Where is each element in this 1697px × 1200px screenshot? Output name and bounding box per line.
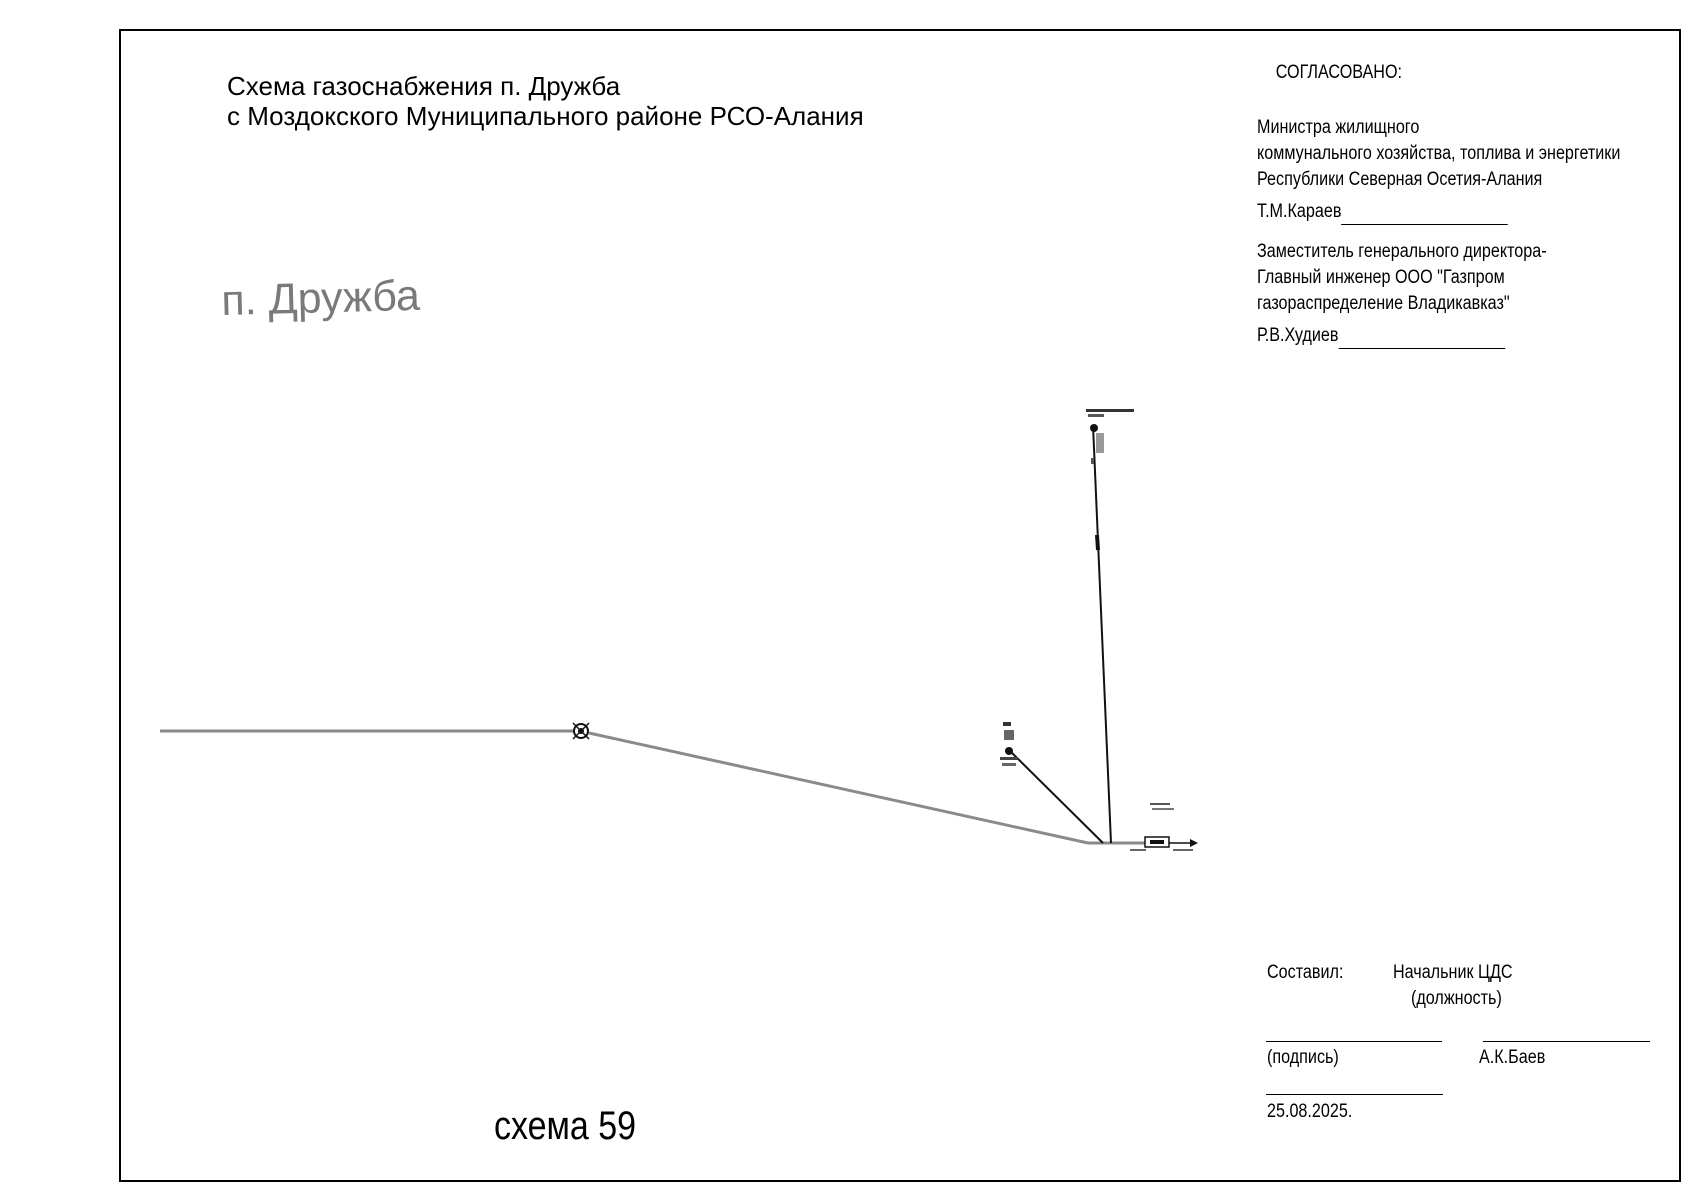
equipment-label-mark: [1130, 849, 1146, 851]
pipeline-segment-diagonal: [589, 733, 1088, 843]
flow-arrow-icon: [1190, 839, 1198, 847]
approval-block1-signatory: Т.М.Караев: [1257, 201, 1342, 222]
consumer-node-icon: [1000, 722, 1018, 766]
composed-position-hint: (должность): [1411, 988, 1502, 1009]
valve-node-icon: [573, 723, 589, 739]
village-label: п. Дружба: [220, 271, 421, 326]
scheme-title-line1: Схема газоснабжения п. Дружба: [227, 71, 621, 101]
composed-label: Составил:: [1267, 962, 1344, 983]
composed-position: Начальник ЦДС: [1393, 962, 1513, 983]
composed-signature-hint: (подпись): [1267, 1047, 1339, 1068]
approval-block2-signatory: Р.В.Худиев: [1257, 325, 1339, 346]
approval-block2-line2: Главный инженер ООО "Газпром: [1257, 267, 1505, 288]
composed-date: 25.08.2025.: [1267, 1101, 1353, 1122]
pipeline-branch-vertical: [1093, 425, 1111, 843]
equipment-label-mark: [1150, 803, 1170, 805]
approval-block1-line1: Министра жилищного: [1257, 117, 1420, 138]
approval-block1-line3: Республики Северная Осетия-Алания: [1257, 169, 1543, 190]
approval-heading: СОГЛАСОВАНО:: [1275, 62, 1403, 83]
equipment-label-mark: [1152, 808, 1174, 810]
regulator-equipment-icon: [1145, 837, 1190, 847]
approval-block1-line2: коммунального хозяйства, топлива и энергетики: [1257, 143, 1621, 164]
scheme-title-line2: с Моздокского Муниципального районе РСО-Алания: [227, 101, 864, 131]
composed-name: А.К.Баев: [1479, 1047, 1546, 1068]
equipment-label-mark: [1173, 849, 1193, 851]
approval-block2-line1: Заместитель генерального директора-: [1257, 241, 1547, 262]
pipeline-marker: [1097, 535, 1098, 550]
approval-block2-line3: газораспределение Владикавказ": [1257, 293, 1510, 314]
scheme-number: схема 59: [494, 1104, 637, 1148]
